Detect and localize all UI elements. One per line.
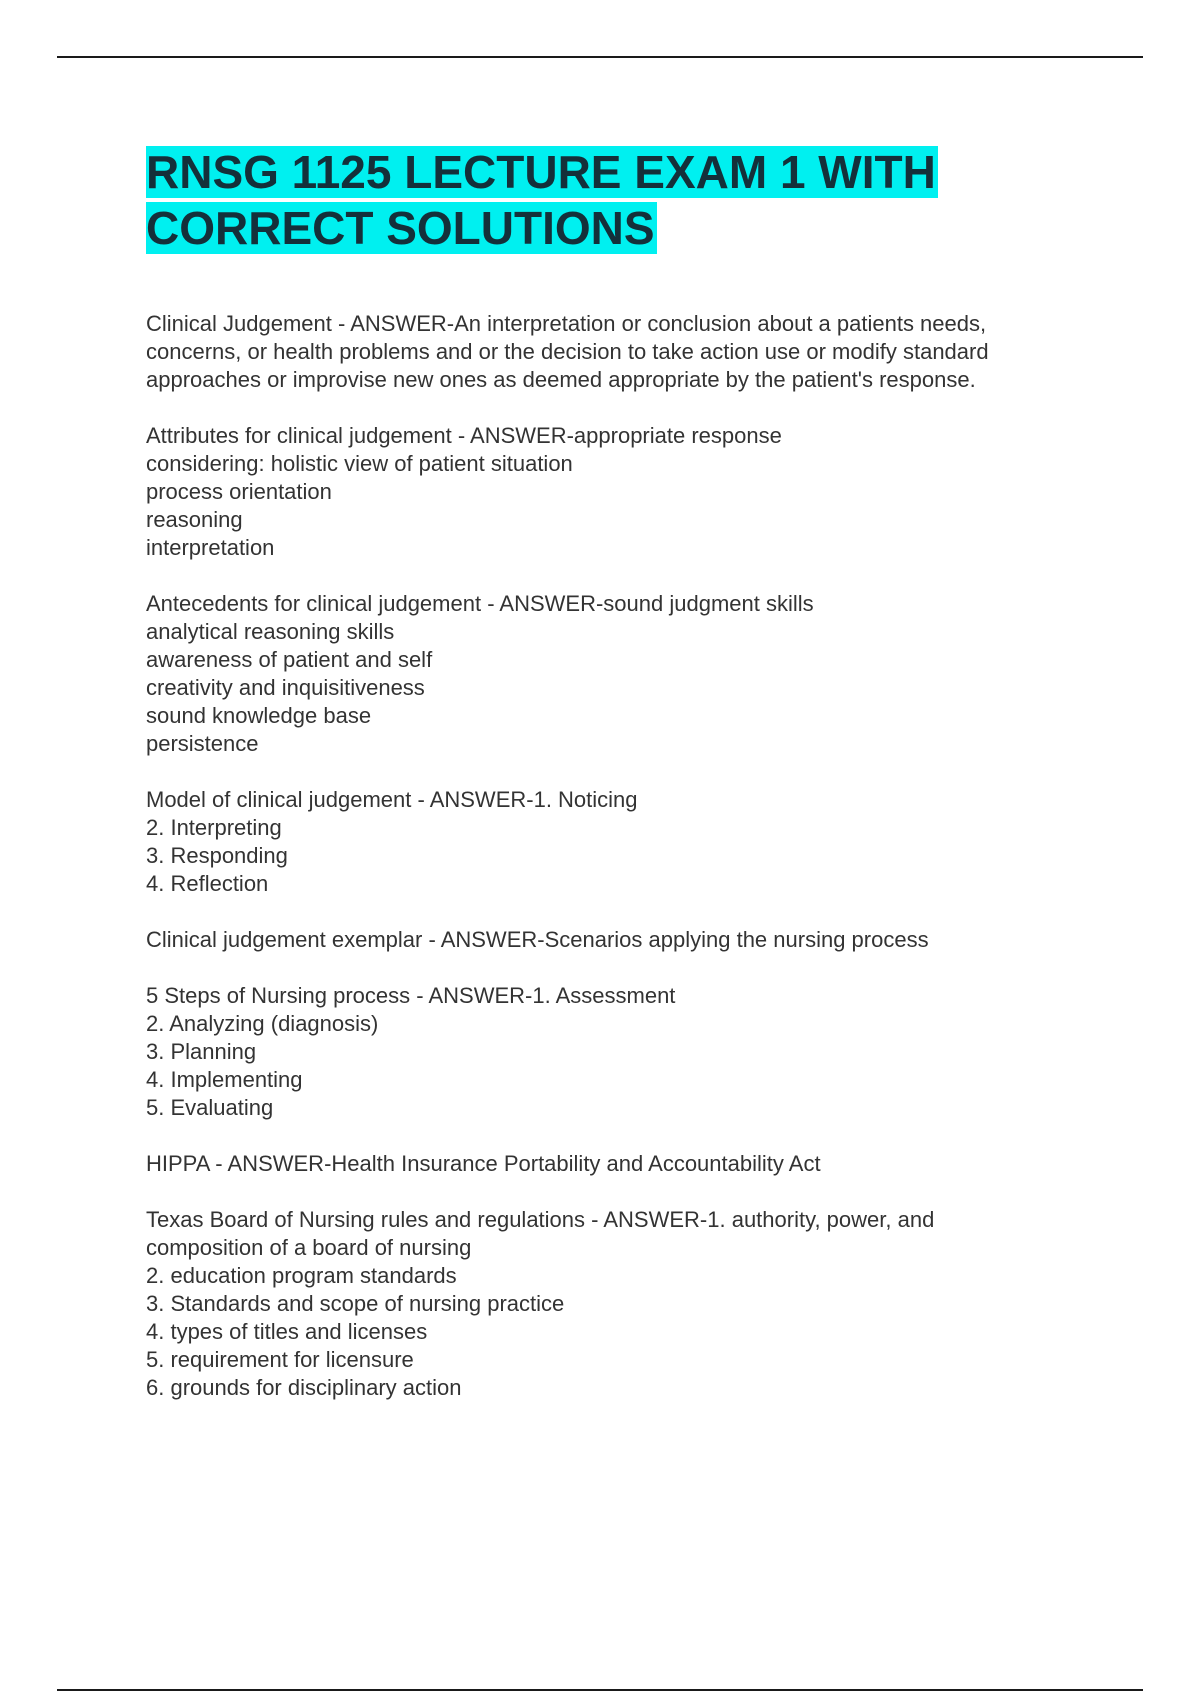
- qa-line: creativity and inquisitiveness: [146, 675, 425, 700]
- qa-line: awareness of patient and self: [146, 647, 433, 672]
- qa-line: Antecedents for clinical judgement - ANSWER-sound judgment skills: [146, 591, 814, 616]
- qa-line: 5. requirement for licensure: [146, 1347, 414, 1372]
- qa-line: Attributes for clinical judgement - ANSWER-appropriate response: [146, 423, 782, 448]
- qa-line: Model of clinical judgement - ANSWER-1. Noticing: [146, 787, 638, 812]
- qa-line: 5 Steps of Nursing process - ANSWER-1. Assessment: [146, 983, 676, 1008]
- qa-line: considering: holistic view of patient situation: [146, 451, 573, 476]
- qa-item-exemplar: [146, 926, 1106, 954]
- qa-line: HIPPA - ANSWER-Health Insurance Portability and Accountability Act: [146, 1151, 821, 1176]
- qa-item-attributes: [146, 422, 1106, 562]
- qa-list: [146, 310, 1106, 1402]
- qa-line: 2. education program standards: [146, 1263, 457, 1288]
- qa-line: 3. Responding: [146, 843, 288, 868]
- qa-item-hippa: [146, 1150, 1106, 1178]
- qa-line: 4. Reflection: [146, 871, 269, 896]
- qa-line: interpretation: [146, 535, 275, 560]
- qa-line: reasoning: [146, 507, 243, 532]
- qa-line: Clinical Judgement - ANSWER-An interpretation or conclusion about a patients needs,: [146, 311, 987, 336]
- qa-line: persistence: [146, 731, 259, 756]
- qa-item-clinical-judgement: [146, 310, 1106, 394]
- qa-line: Texas Board of Nursing rules and regulations - ANSWER-1. authority, power, and: [146, 1207, 935, 1232]
- qa-line: process orientation: [146, 479, 332, 504]
- qa-line: concerns, or health problems and or the decision to take action use or modify standard: [146, 339, 989, 364]
- title-line-2: CORRECT SOLUTIONS: [146, 202, 655, 254]
- qa-line: 6. grounds for disciplinary action: [146, 1375, 462, 1400]
- qa-line: 4. Implementing: [146, 1067, 303, 1092]
- footer-rule: [57, 1689, 1143, 1691]
- qa-line: Clinical judgement exemplar - ANSWER-Scenarios applying the nursing process: [146, 927, 929, 952]
- document-body: [146, 144, 1106, 1430]
- qa-line: approaches or improvise new ones as deemed appropriate by the patient's response.: [146, 367, 976, 392]
- title-line-1: RNSG 1125 LECTURE EXAM 1 WITH: [146, 146, 936, 198]
- qa-item-antecedents: [146, 590, 1106, 758]
- qa-line: analytical reasoning skills: [146, 619, 395, 644]
- qa-line: composition of a board of nursing: [146, 1235, 472, 1260]
- qa-line: 3. Standards and scope of nursing practice: [146, 1291, 565, 1316]
- qa-item-nursing-process: [146, 982, 1106, 1122]
- qa-item-texas-board: [146, 1206, 1106, 1402]
- qa-line: 3. Planning: [146, 1039, 257, 1064]
- document-title: [146, 144, 1106, 256]
- qa-line: 2. Analyzing (diagnosis): [146, 1011, 379, 1036]
- qa-line: 2. Interpreting: [146, 815, 282, 840]
- header-rule: [57, 56, 1143, 58]
- qa-line: 4. types of titles and licenses: [146, 1319, 428, 1344]
- qa-item-model: [146, 786, 1106, 898]
- qa-line: sound knowledge base: [146, 703, 372, 728]
- qa-line: 5. Evaluating: [146, 1095, 274, 1120]
